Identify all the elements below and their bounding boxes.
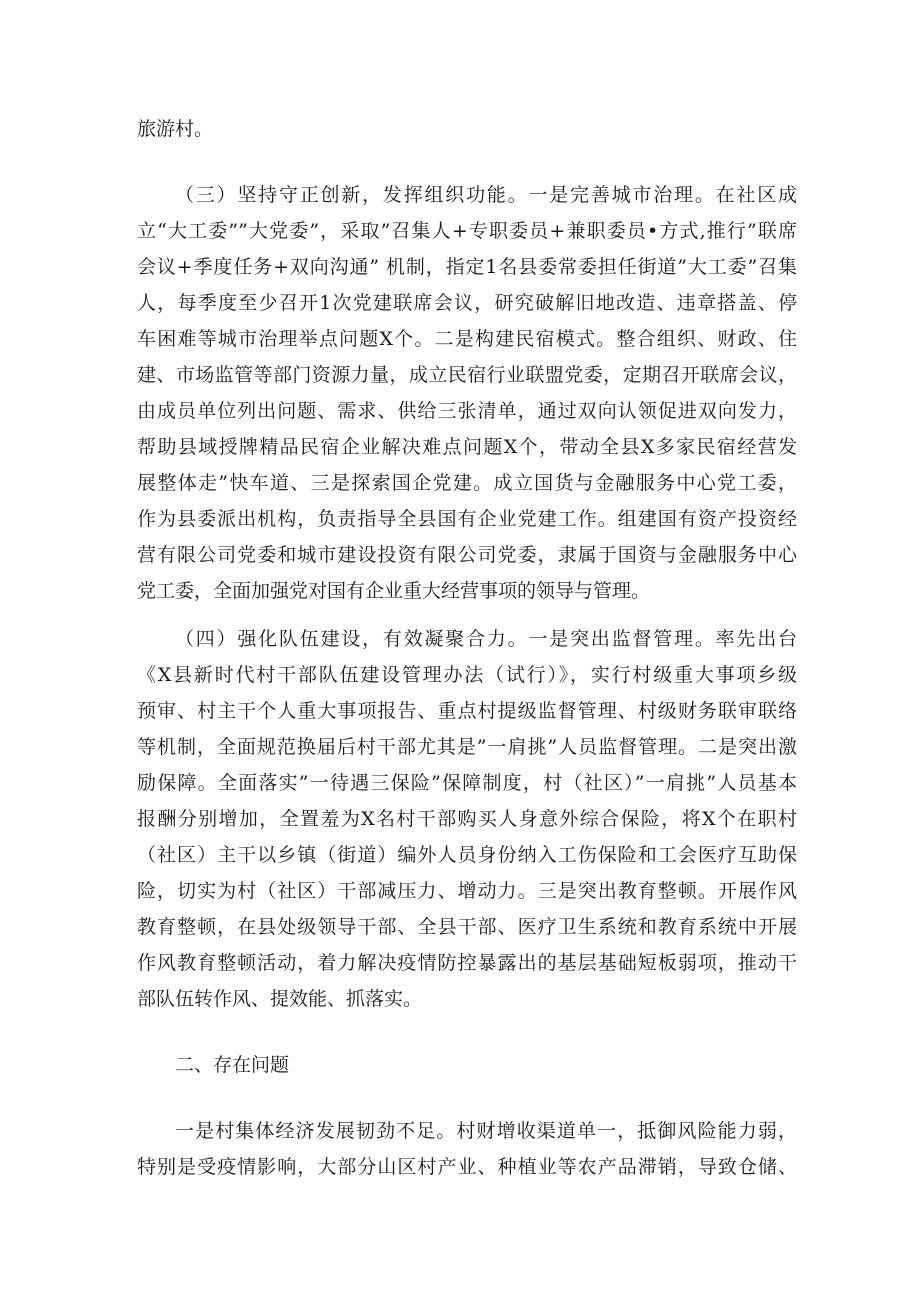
section-three-line: （三）坚持守正创新，发挥组织功能。一是完善城市治理。在社区成 — [175, 184, 797, 206]
section-three-line: 展整体走”快车道、三是探索国企党建。成立国货与金融服务中心党工委， — [137, 472, 797, 494]
section-three-line: 帮助县域授牌精品民宿企业解决难点问题X个，带动全县X多家民宿经营发 — [137, 436, 797, 458]
section-four-line: 教育整顿，在县处级领导干部、全县干部、医疗卫生系统和教育系统中开展 — [137, 916, 797, 938]
section-four-line: （社区）主干以乡镇（街道）编外人员身份纳入工伤保险和工会医疗互助保 — [137, 844, 797, 866]
section-three-line: 人，每季度至少召开1次党建联席会议，研究破解旧地改造、违章搭盖、停 — [137, 292, 797, 314]
section-three-line: 党工委，全面加强党对国有企业重大经营事项的领导与管理。 — [137, 580, 651, 602]
section-four-line: 报酬分别增加，全置羞为X名村干部购买人身意外综合保险，将X个在职村 — [137, 808, 797, 830]
section-three-line: 营有限公司党委和城市建设投资有限公司党委，隶属于国资与金融服务中心 — [137, 544, 797, 566]
section-three-line: 由成员单位列出问题、需求、供给三张清单，通过双向认领促进双向发力， — [137, 400, 797, 422]
section-four-line: 《X县新时代村干部队伍建设管理办法（试行）》，实行村级重大事项乡级 — [137, 664, 797, 686]
section-three-line: 车困难等城市治理举点问题X个。二是构建民宿模式。整合组织、财政、住 — [137, 328, 797, 350]
section-four-line: 预审、村主干个人重大事项报告、重点村提级监督管理、村级财务联审联络 — [137, 700, 797, 722]
section-three-line: 建、市场监管等部门资源力量，成立民宿行业联盟党委，定期召开联席会议， — [137, 364, 797, 386]
problems-line: 特别是受疫情影响，大部分山区村产业、种植业等农产品滞销，导致仓储、 — [137, 1156, 797, 1178]
section-heading: 二、存在问题 — [175, 1054, 290, 1076]
section-three-line: 会议+季度任务+双向沟通” 机制，指定1名县委常委担任街道”大工委”召集 — [137, 256, 797, 278]
section-four-line: 等机制，全面规范换届后村干部尤其是”一肩挑”人员监督管理。二是突出激 — [137, 736, 797, 758]
section-four-line: 部队伍转作风、提效能、抓落实。 — [137, 988, 423, 1010]
section-three-line: 立“大工委””大党委”，采取”召集人+专职委员+兼职委员•方式,推行”联席 — [137, 220, 797, 242]
problems-line: 一是村集体经济发展韧劲不足。村财增收渠道单一，抵御风险能力弱， — [175, 1120, 797, 1142]
section-four-line: 险，切实为村（社区）干部减压力、增动力。三是突出教育整顿。开展作风 — [137, 880, 797, 902]
section-four-line: 励保障。全面落实”一待遇三保险”保障制度，村（社区）”一肩挑”人员基本 — [137, 772, 797, 794]
section-four-line: （四）强化队伍建设，有效凝聚合力。一是突出监督管理。率先出台 — [175, 628, 797, 650]
section-three-line: 作为县委派出机构，负责指导全县国有企业党建工作。组建国有资产投资经 — [137, 508, 797, 530]
section-four-line: 作风教育整顿活动，着力解决疫情防控暴露出的基层基础短板弱项，推动干 — [137, 952, 797, 974]
paragraph-continuation-line: 旅游村。 — [137, 118, 214, 140]
